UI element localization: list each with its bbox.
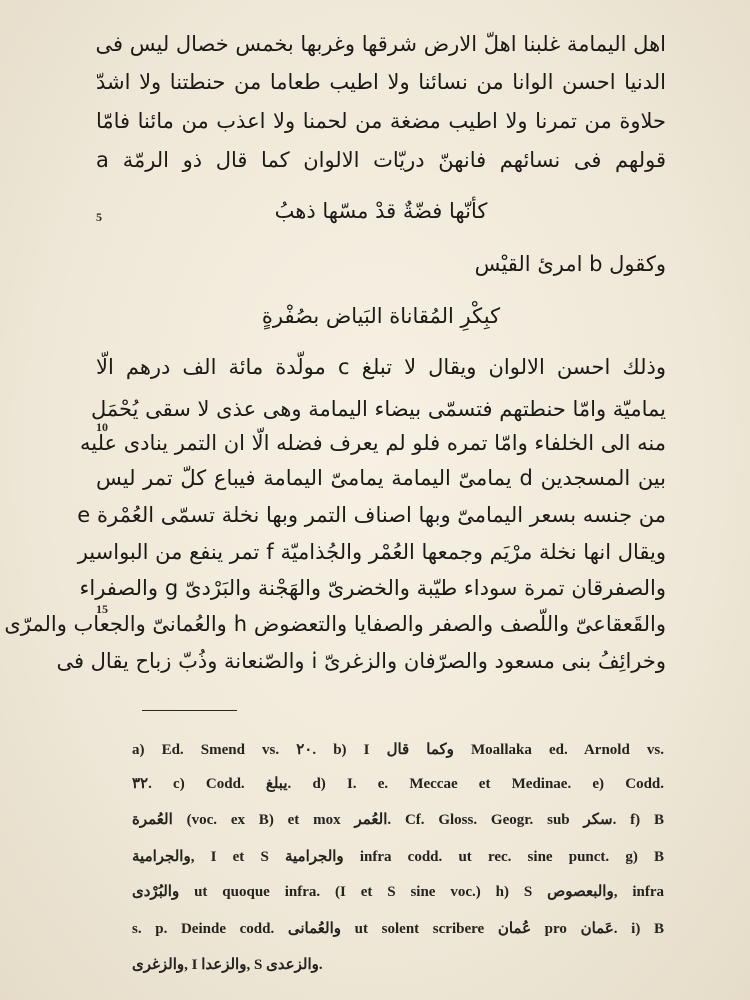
footnote-line: والزغرى, I والزعدا, S والزعدى.: [132, 957, 323, 973]
body-line: الدنيا احسن الوانا من نسائنا ولا اطيب طعاما من حنطتنا ولا اشدّ: [96, 70, 666, 94]
body-line: اهل اليمامة غلبنا اهلّ الارض شرقها وغربها بخمس خصال ليس فى: [95, 32, 666, 56]
line-number: 10: [96, 420, 108, 434]
body-line: بين المسجدين d يمامىّ اليمامة يمامىّ اليمامة فيباع كلّ تمر ليس: [96, 466, 666, 490]
verse-line: كبِكْرِ المُقاناة البَياض بصُفْرةٍ: [261, 304, 501, 328]
footnote-line: ٣٢. c) Codd. يبلغ. d) I. e. Meccae et Medinae. e) Codd.: [132, 776, 665, 792]
footnote-line: والجرامية, I et S والجرامية infra codd. ut rec. sine punct. g) B: [132, 849, 664, 865]
body-line: حلاوة من تمرنا ولا اطيب مضغة من لحمنا ولا اعذب من مائنا فامّا: [96, 109, 666, 133]
body-line: من جنسه بسعر اليمامىّ وبها اصناف التمر وبها نخلة تسمّى العُمْرة e: [77, 503, 666, 527]
body-line: والصفرقان تمرة سوداء طيّبة والخضرىّ والهَجْنة والبَرْدىّ g والصفراء: [79, 576, 666, 600]
footnote-line: والبُرْدى ut quoque infra. (I et S sine voc.) h) S والبعصوص, infra: [132, 884, 664, 900]
body-line: منه الى الخلفاء وامّا تمره فلو لم يعرف فضله الّا ان التمر ينادى عليه: [79, 431, 666, 455]
verse-line: كأنّها فضّةٌ قدْ مسّها ذهبُ: [274, 199, 488, 223]
body-line: وذلك احسن الالوان ويقال لا تبلغ c مولّدة مائة الف درهم الّا: [96, 355, 666, 379]
body-line: والقَعقاعىّ واللّصف والصفر والصفايا والتعضوض h والعُمانىّ والجعاب والمرّى: [4, 612, 666, 636]
footnote-line: s. p. Deinde codd. والعُمانى ut solent scribere عُمان pro عَمان. i) B: [132, 921, 664, 937]
footnote-line: a) Ed. Smend vs. ٢٠. b) I وكما قال Moallaka ed. Arnold vs.: [132, 742, 664, 758]
line-number: 5: [96, 210, 102, 224]
body-line: قولهم فى نسائهم فانهنّ دريّات الالوان كما قال ذو الرمّة a: [96, 148, 666, 172]
body-line: وخرائِفُ بنى مسعود والصرّفان والزغرىّ i والصّنعانة وذُبّ زباح يقال فى: [56, 649, 666, 673]
body-line: يماميّة وامّا حنطتهم فتسمّى بيضاء اليمامة وهى عذى لا سقى يُحْمَل: [90, 397, 666, 421]
body-line: ويقال انها نخلة مرْيَم وجمعها العُمْر والجُذاميّة f تمر ينفع من البواسير: [77, 540, 666, 564]
line-number: 15: [96, 602, 108, 616]
footnote-line: العُمرة (voc. ex B) et mox العُمر. Cf. Gloss. Geogr. sub سكر. f) B: [132, 812, 665, 828]
verse-intro: وكقول b امرئ القيْس: [474, 252, 666, 276]
footnote-rule: [142, 710, 237, 711]
